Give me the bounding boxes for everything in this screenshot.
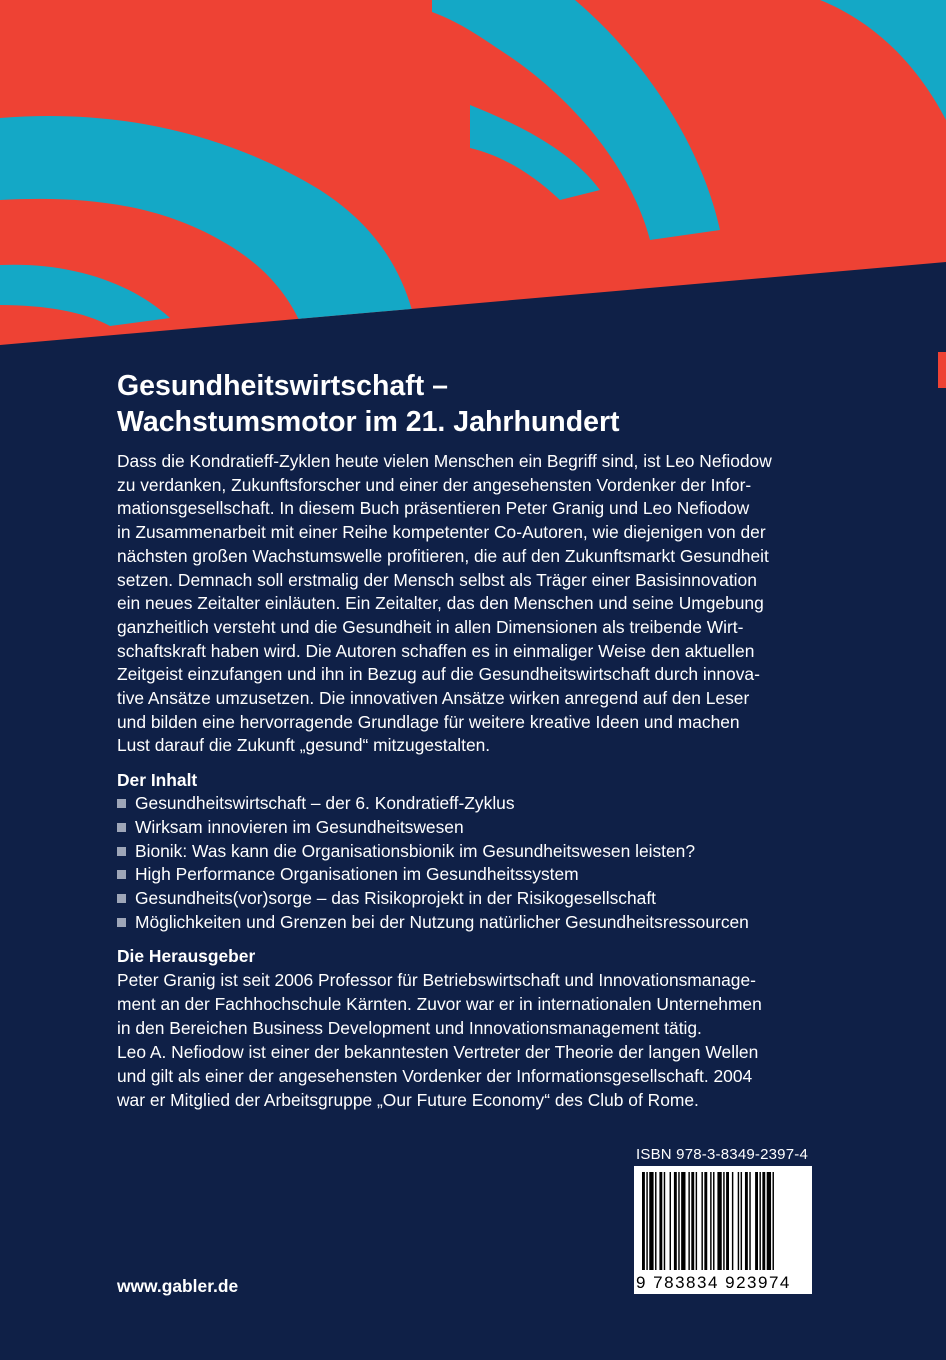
list-item: High Performance Organisationen im Gesundheitssystem <box>117 863 837 887</box>
barcode-bar <box>717 1172 721 1270</box>
barcode-bar <box>755 1172 758 1270</box>
barcode-bar <box>710 1172 711 1270</box>
edge-marker <box>938 352 946 388</box>
barcode-bar <box>646 1172 647 1270</box>
barcode-bar <box>773 1172 774 1270</box>
barcode-bar <box>655 1172 656 1270</box>
title-line-1: Gesundheitswirtschaft – <box>117 370 448 402</box>
bullet-icon <box>117 918 126 927</box>
barcode-bar <box>704 1172 707 1270</box>
barcode-bar <box>749 1172 750 1270</box>
bullet-icon <box>117 799 126 808</box>
book-title <box>117 368 837 440</box>
barcode-bar <box>726 1172 729 1270</box>
publisher-website: www.gabler.de <box>117 1276 239 1296</box>
list-item: Bionik: Was kann die Organisationsbionik im Gesundheitswesen leisten? <box>117 840 837 864</box>
barcode <box>634 1166 812 1294</box>
barcode-bar <box>713 1172 714 1270</box>
cover-graphic <box>0 0 946 360</box>
barcode-bar <box>664 1172 665 1270</box>
barcode-bar <box>738 1172 739 1270</box>
barcode-bar <box>762 1172 765 1270</box>
barcode-digits: 9 783834 923974 <box>636 1273 791 1292</box>
isbn-label: ISBN 978-3-8349-2397-4 <box>636 1146 809 1163</box>
barcode-bar <box>732 1172 733 1270</box>
barcode-bar <box>691 1172 694 1270</box>
list-item: Gesundheitswirtschaft – der 6. Kondratieff-Zyklus <box>117 792 837 816</box>
barcode-bar <box>745 1172 748 1270</box>
barcode-bar <box>659 1172 662 1270</box>
barcode-bar <box>741 1172 742 1270</box>
barcode-bar <box>678 1172 679 1270</box>
bullet-icon <box>117 823 126 832</box>
barcode-bars <box>634 1166 812 1272</box>
barcode-bar <box>723 1172 724 1270</box>
editors-heading: Die Herausgeber <box>117 946 256 967</box>
barcode-bar <box>681 1172 685 1270</box>
barcode-bar <box>670 1172 671 1270</box>
barcode-bar <box>701 1172 702 1270</box>
bullet-icon <box>117 870 126 879</box>
contents-list <box>117 792 837 934</box>
editors-paragraph: Peter Granig ist seit 2006 Professor für Betriebswirtschaft und Innovationsmanage- ment an der Fachhochschule Kärnten. Zuvor war er in internationalen Unternehmen in den Bereichen Business Development und Innovationsmanagement tätig. Leo A. Nefiodow ist einer der bekanntesten Vertreter der Theorie der langen Wellen und gilt als einer der angesehensten Vordenker der Informationsgesellschaft. 2004 war er Mitglied der Arbeitsgruppe „Our Future Economy“ des Club of Rome. <box>117 970 762 1111</box>
contents-heading: Der Inhalt <box>117 770 198 791</box>
bullet-icon <box>117 894 126 903</box>
barcode-bar <box>649 1172 653 1270</box>
list-item: Möglichkeiten und Grenzen bei der Nutzung natürlicher Gesundheitsressourcen <box>117 911 837 935</box>
bullet-icon <box>117 847 126 856</box>
barcode-bar <box>696 1172 697 1270</box>
list-item: Wirksam innovieren im Gesundheitswesen <box>117 816 837 840</box>
back-cover-text <box>117 368 837 1112</box>
barcode-bar <box>642 1172 645 1270</box>
list-item: Gesundheits(vor)sorge – das Risikoprojekt in der Risikogesellschaft <box>117 887 837 911</box>
intro-paragraph: Dass die Kondratieff-Zyklen heute vielen Menschen ein Begriff sind, ist Leo Nefiodow zu verdanken, Zukunftsforscher und einer der angesehensten Vordenker der Infor- mationsgesellschaft. In diesem Buch präsentieren Peter Granig und Leo Nefiodow in Zusammenarbeit mit einer Reihe kompetenter Co-Autoren, wie diejenigen von der nächsten großen Wachstumswelle profitieren, die auf den Zukunftsmarkt Gesundheit setzen. Demnach soll erstmalig der Mensch selbst als Träger einer Basisinnovation ein neues Zeitalter einläuten. Ein Zeitalter, das den Menschen und seine Umgebung ganzheitlich versteht und die Gesundheit in allen Dimensionen als treibende Wirt- schaftskraft haben wird. Die Autoren schaffen es in einmaliger Weise den aktuellen Zeitgeist einzufangen und ihn in Bezug auf die Gesundheitswirtschaft durch innova- tive Ansätze umzusetzen. Die innovativen Ansätze wirken anregend auf den Leser und bilden eine hervorragende Grundlage für weitere kreative Ideen und machen Lust darauf die Zukunft „gesund“ mitzugestalten. <box>117 451 772 756</box>
barcode-bar <box>767 1172 771 1270</box>
barcode-bar <box>759 1172 760 1270</box>
barcode-bar <box>674 1172 677 1270</box>
barcode-bar <box>688 1172 689 1270</box>
title-line-2: Wachstumsmotor im 21. Jahrhundert <box>117 406 620 438</box>
